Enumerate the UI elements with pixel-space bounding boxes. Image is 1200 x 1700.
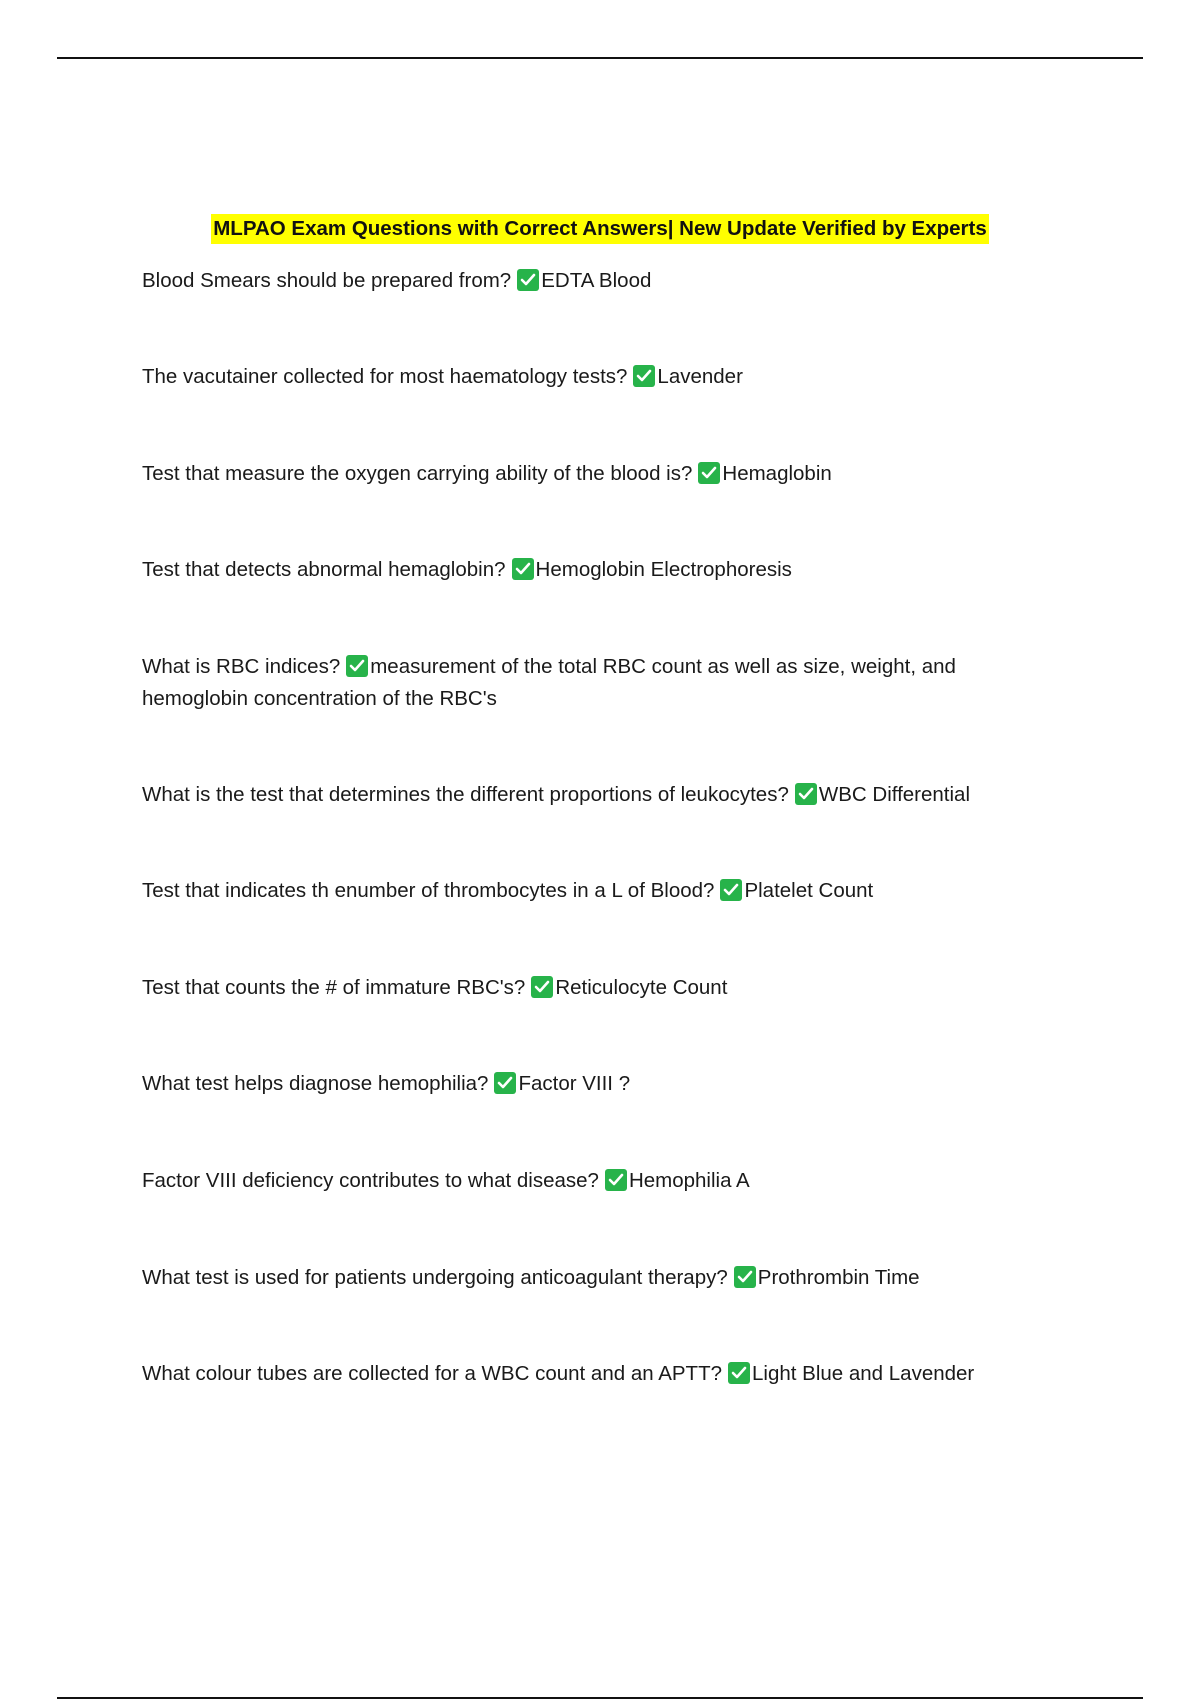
qa-item-1 bbox=[142, 265, 1062, 297]
answer: Hemophilia A bbox=[628, 1169, 750, 1192]
check-mark-icon bbox=[795, 783, 817, 805]
qa-item-2 bbox=[142, 361, 1062, 393]
question: Factor VIII deficiency contributes to what disease? bbox=[142, 1169, 599, 1192]
qa-item-9 bbox=[142, 1068, 1062, 1100]
check-mark-icon bbox=[494, 1072, 516, 1094]
answer: Light Blue and Lavender bbox=[752, 1362, 975, 1385]
answer: Hemoglobin Electrophoresis bbox=[535, 558, 792, 581]
qa-item-12 bbox=[142, 1358, 1062, 1390]
question: What test is used for patients undergoing anticoagulant therapy? bbox=[142, 1266, 728, 1289]
answer: WBC Differential bbox=[818, 783, 971, 806]
qa-item-4 bbox=[142, 554, 1062, 586]
qa-item-6 bbox=[142, 779, 1062, 811]
question: Test that detects abnormal hemaglobin? bbox=[142, 558, 506, 581]
question: What is RBC indices? bbox=[142, 655, 341, 678]
question: Test that counts the # of immature RBC's? bbox=[142, 976, 526, 999]
qa-item-3 bbox=[142, 458, 1062, 490]
check-mark-icon bbox=[605, 1169, 627, 1191]
check-mark-icon bbox=[698, 462, 720, 484]
qa-item-10 bbox=[142, 1165, 1062, 1197]
check-mark-icon bbox=[531, 976, 553, 998]
answer: Platelet Count bbox=[744, 879, 874, 902]
answer: Lavender bbox=[657, 365, 743, 388]
check-mark-icon bbox=[734, 1266, 756, 1288]
question: Test that measure the oxygen carrying ability of the blood is? bbox=[142, 462, 693, 485]
qa-item-11 bbox=[142, 1262, 1062, 1294]
qa-item-7 bbox=[142, 875, 1062, 907]
answer: Reticulocyte Count bbox=[555, 976, 728, 999]
answer: Prothrombin Time bbox=[757, 1266, 920, 1289]
question: The vacutainer collected for most haematology tests? bbox=[142, 365, 628, 388]
check-mark-icon bbox=[346, 655, 368, 677]
check-mark-icon bbox=[728, 1362, 750, 1384]
qa-item-5 bbox=[142, 651, 1062, 715]
question: What colour tubes are collected for a WBC count and an APTT? bbox=[142, 1362, 722, 1385]
check-mark-icon bbox=[633, 365, 655, 387]
question: Test that indicates th enumber of thrombocytes in a L of Blood? bbox=[142, 879, 715, 902]
check-mark-icon bbox=[720, 879, 742, 901]
answer: EDTA Blood bbox=[541, 269, 652, 292]
qa-item-8 bbox=[142, 972, 1062, 1004]
title-container bbox=[0, 214, 1200, 244]
question: What test helps diagnose hemophilia? bbox=[142, 1072, 489, 1095]
footer-rule bbox=[57, 1697, 1143, 1699]
check-mark-icon bbox=[517, 269, 539, 291]
document-title: MLPAO Exam Questions with Correct Answers| New Update Verified by Experts bbox=[211, 214, 989, 244]
answer: Factor VIII ? bbox=[518, 1072, 631, 1095]
check-mark-icon bbox=[512, 558, 534, 580]
answer: Hemaglobin bbox=[722, 462, 832, 485]
header-rule bbox=[57, 57, 1143, 59]
question: What is the test that determines the different proportions of leukocytes? bbox=[142, 783, 789, 806]
answer: measurement of the total RBC count as well as size, weight, and hemoglobin concentration of the RBC's bbox=[142, 655, 956, 710]
question: Blood Smears should be prepared from? bbox=[142, 269, 512, 292]
